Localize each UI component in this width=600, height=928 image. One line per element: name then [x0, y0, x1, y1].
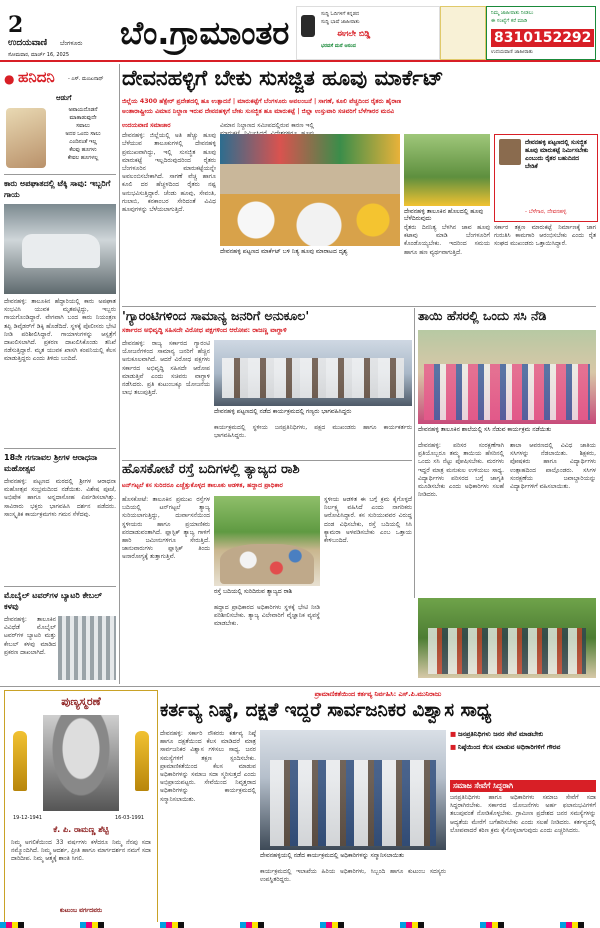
divider: [4, 448, 116, 449]
lamp-icon-right: [135, 731, 149, 791]
market-awning: [220, 134, 400, 164]
guarantee-body-1: ದೇವನಹಳ್ಳಿ: ರಾಜ್ಯ ಸರ್ಕಾರದ ಗ್ಯಾರಂಟಿ ಯೋಜನೆಗಳಿಂದ ಸಾಮಾನ್ಯ ಜನರಿಗೆ ಹೆಚ್ಚಿನ ಅನುಕೂಲವಾಗಿದೆ. ಆದರೆ ವಿರೋಧ ಪಕ್ಷಗಳು ಸರ್ಕಾರದ ಅಭಿವೃದ್ಧಿ ಸಹಿಸದೇ ಆರೋಪ ಮಾಡುತ್ತಿವೆ ಎಂದು ಸಚಿವರು ವಾಗ್ದಾಳಿ ನಡೆಸಿದರು. ಪ್ರತಿ ಕುಟುಂಬಕ್ಕೂ ಯೋಜನೆಯ ಲಾಭ ತಲುಪುತ್ತಿದೆ.: [122, 340, 210, 397]
mother-story-lower: [418, 598, 596, 684]
tree-planting-photo: [418, 598, 596, 678]
mother-body-1: ದೇವನಹಳ್ಳಿ: ಪರಿಸರ ಸಂರಕ್ಷಣೆಗಾಗಿ ಪ್ರತಿಯೊಬ್ಬರೂ ತಮ್ಮ ತಾಯಿಯ ಹೆಸರಿನಲ್ಲಿ ಒಂದು ಸಸಿ ನೆಟ್ಟು ಪೋಷಿಸಬೇಕು. ಮರಗಳು ಇದ್ದರೆ ಮಾತ್ರ ಮನುಕುಲ ಉಳಿಯಲು ಸಾಧ್ಯ. ವಿದ್ಯಾರ್ಥಿಗಳು ಪರಿಸರದ ಬಗ್ಗೆ ಜಾಗೃತಿ ಮೂಡಿಸಬೇಕು ಎಂದು ಅಧಿಕಾರಿಗಳು ಸಲಹೆ ನೀಡಿದರು.: [418, 442, 504, 499]
car-shape: [22, 234, 100, 268]
side-body: ಜನಪ್ರತಿನಿಧಿಗಳು ಹಾಗೂ ಅಧಿಕಾರಿಗಳು ಸಮಾಜ ಸೇವೆಗೆ ಸದಾ ಸಿದ್ಧರಾಗಿರಬೇಕು. ಸರ್ಕಾರದ ಯೋಜನೆಗಳು ಅರ್ಹ ಫಲಾನುಭವಿಗಳಿಗೆ ತಲುಪುವಂತೆ ನೋಡಿಕೊಳ್ಳಬೇಕು. ಗ್ರಾಮೀಣ ಪ್ರದೇಶದ ಜನರ ಸಮಸ್ಯೆಗಳನ್ನು ಆದ್ಯತೆಯ ಮೇರೆಗೆ ಬಗೆಹರಿಸಬೇಕು ಎಂದು ಸಲಹೆ ನೀಡಿದರು. ಕರ್ತವ್ಯದಲ್ಲಿ ಲೋಪವಾದರೆ ಕಠಿಣ ಕ್ರಮ ಕೈಗೊಳ್ಳಲಾಗುವುದು ಎಂದು ಎಚ್ಚರಿಸಿದರು.: [450, 794, 596, 834]
side-points: [450, 730, 596, 756]
farmer-avatar: [499, 139, 521, 165]
waste-subhead: ಟನ್‌ಗಟ್ಟಲೆ ಕಸ ಸುರಿದರೂ ಎಚ್ಚೆತ್ತುಕೊಳ್ಳದ ತಾಲೂಕು ಆಡಳಿತ, ಹದ್ದಾದ ಪ್ರಾಧಿಕಾರ: [122, 482, 283, 489]
car-accident-photo: [4, 204, 116, 294]
obituary-name: ಕೆ. ಪಿ. ರಾಮಣ್ಣ ಶೆಟ್ಟಿ: [53, 825, 109, 834]
guarantee-subhead: ಸರ್ಕಾರದ ಅಭಿವೃದ್ಧಿ ಸಹಿಸದೇ ವಿರೋಧ ಪಕ್ಷಗಳಿಂದ ಆರೋಪ: ರಾಜಣ್ಣ ವಾಗ್ದಾಳಿ: [122, 326, 287, 334]
ad-right-text-2: ಈ ಸಂಖ್ಯೆಗೆ ಕರೆ ಮಾಡಿ: [491, 18, 528, 24]
ad-right-text-1: ನಿಮ್ಮ ಜಾಹೀರಾತು ನೀಡಲು: [491, 10, 534, 16]
field-photo-caption: ದೇವನಹಳ್ಳಿ ತಾಲೂಕಿನ ಹೊಲದಲ್ಲಿ ಹೂವು ಬೆಳೆದಿರುವುದು: [404, 208, 484, 222]
lead-quote-box: [494, 134, 598, 222]
lead-story: [122, 64, 596, 304]
ad-mid-text-4: ಭರವಸೆ ಮನೆ ಆನಂದ: [321, 43, 356, 49]
lead-byline: ಉದಯವಾಣಿ ಸಮಾಚಾರ: [122, 122, 171, 129]
brand-block: [4, 68, 114, 90]
masthead-rule: [0, 60, 600, 62]
bottom-photo-caption: ದೇವನಹಳ್ಳಿಯಲ್ಲಿ ನಡೆದ ಕಾರ್ಯಕ್ರಮದಲ್ಲಿ ಅಧಿಕಾರಿಗಳನ್ನು ಸನ್ಮಾನಿಸಲಾಯಿತು: [260, 852, 405, 859]
divider: [4, 174, 116, 175]
lead-subhead-2: ಅಂತಾರಾಷ್ಟ್ರೀಯ ವಿಮಾನ ನಿಲ್ದಾಣ ಇರುವ ದೇವನಹಳ್ಳಿಗೆ ಬೇಕು ಸುಸಜ್ಜಿತ ಹೂ ಮಾರುಕಟ್ಟೆ | ಜಿಲ್ಲಾ ಉಸ್ತುವಾರಿ ಸಚಿವರಿಗೆ ಬೆಳೆಗಾರರ ಮನವಿ: [122, 108, 395, 115]
battery-photo: [58, 616, 116, 680]
lead-body-col2: ವಿಮಾನ ನಿಲ್ದಾಣದ ಸಮೀಪದಲ್ಲಿರುವ ಕಾರಣ ಇಲ್ಲಿ: [220, 122, 314, 129]
story2-body: ದೇವನಹಳ್ಳಿ: ಪಟ್ಟಣದ ಮಠದಲ್ಲಿ ಶ್ರೀಗಳ ಆರಾಧನಾ ಮಹೋತ್ಸವ ಸಂಭ್ರಮದಿಂದ ನಡೆಯಿತು. ವಿಶೇಷ ಪೂಜೆ, ಅಭಿಷೇಕ ಹಾಗೂ ಅನ್ನದಾಸೋಹ ಏರ್ಪಡಿಸಲಾಗಿತ್ತು. ಸಾವಿರಾರು ಭಕ್ತರು ಭಾಗವಹಿಸಿ ದರ್ಶನ ಪಡೆದರು. ಸಾಂಸ್ಕೃತಿಕ ಕಾರ್ಯಕ್ರಮಗಳು ಗಮನ ಸೆಳೆದವು.: [4, 478, 116, 518]
registration-marks: [0, 922, 600, 928]
guarantee-headline: 'ಗ್ಯಾರಂಟಿಗಳಿಂದ ಸಾಮಾನ್ಯ ಜನರಿಗೆ ಅನುಕೂಲ': [122, 308, 310, 323]
heart-icon: ●: [4, 72, 15, 86]
ad-mid-text-2: ಸುದ್ದಿ ಭಾಷೆ ಜಾಹೀರಾತು: [321, 19, 360, 25]
poem-line: ಎಂದಿನಂತೆ ಇಲ್ಲ: [69, 139, 97, 145]
waste-photo-caption: ರಸ್ತೆ ಬದಿಯಲ್ಲಿ ಸುರಿದಿರುವ ತ್ಯಾಜ್ಯದ ರಾಶಿ: [214, 588, 293, 595]
poem-illustration: [6, 108, 46, 168]
waste-pile-photo: [214, 496, 320, 586]
obituary-box: [4, 690, 158, 924]
people-row: [222, 358, 404, 398]
ad-mid-text-1: ಸುದ್ದಿ ಓದಿಗಳಿಗೆ ಕನ್ನಡದ: [321, 11, 360, 17]
people-group: [428, 628, 586, 674]
side-point: ■ ನಿಷ್ಠೆಯಿಂದ ಕೆಲಸ ಮಾಡುವ ಅಧಿಕಾರಿಗಳಿಗೆ ಗೌರವ: [450, 743, 561, 751]
ad-phone-number: 8310152292: [491, 29, 594, 47]
lead-quote: ದೇವನಹಳ್ಳಿ ಪಟ್ಟಣದಲ್ಲಿ ಸುಸಜ್ಜಿತ ಹೂವು ಮಾರುಕಟ್ಟೆ ನಿರ್ಮಿಸಬೇಕು ಎಂಬುದು ರೈತರ ಬಹುದಿನದ ಬೇಡಿಕೆ: [525, 139, 589, 170]
poem-line: ಸವಾಲು: [76, 123, 90, 129]
guarantee-story: [122, 308, 412, 458]
column-divider: [414, 308, 415, 598]
story3-headline: ಮೊಬೈಲ್ ಟವರ್‌ಗಳ ಬ್ಯಾಟರಿ ಕೇಬಲ್ ಕಳವು: [4, 591, 102, 611]
story3-body: ದೇವನಹಳ್ಳಿ: ತಾಲೂಕಿನ ವಿವಿಧೆಡೆ ಮೊಬೈಲ್ ಟವರ್‌ಗಳ ಬ್ಯಾಟರಿ ಮತ್ತು ಕೇಬಲ್ ಕಳವು ಮಾಡಿದ ಪ್ರಕರಣ ದಾಖಲಾಗಿದೆ.: [4, 616, 56, 656]
obituary-date-left: 19-12-1941: [13, 815, 43, 821]
masthead: [0, 0, 600, 62]
column-divider: [119, 64, 120, 684]
ad-right: [486, 6, 596, 60]
mother-photo-caption: ದೇವನಹಳ್ಳಿ ತಾಲೂಕಿನ ಶಾಲೆಯಲ್ಲಿ ಸಸಿ ನೆಡುವ ಕಾರ್ಯಕ್ರಮ ನಡೆಯಿತು: [418, 426, 552, 433]
mother-story: [418, 308, 596, 598]
mother-body-2: ಶಾಲಾ ಆವರಣದಲ್ಲಿ ವಿವಿಧ ಜಾತಿಯ ಸಸಿಗಳನ್ನು ನೆಡಲಾಯಿತು. ಶಿಕ್ಷಕರು, ಪೋಷಕರು ಹಾಗೂ ವಿದ್ಯಾರ್ಥಿಗಳು ಉತ್ಸಾಹದಿಂದ ಪಾಲ್ಗೊಂಡರು. ಸಸಿಗಳ ಸಂರಕ್ಷಣೆಯ ಜವಾಬ್ದಾರಿಯನ್ನು ವಿದ್ಯಾರ್ಥಿಗಳಿಗೆ ವಹಿಸಲಾಯಿತು.: [510, 442, 596, 491]
bottom-kicker: ಪ್ರಾಮಾಣಿಕತೆಯಿಂದ ಕರ್ತವ್ಯ ನಿರ್ವಹಿಸಿ: ಎಸ್.ಪಿ.ಮುನಿರಾಜು: [314, 690, 442, 698]
obituary-body: ನಿಮ್ಮ ಅಗಲಿಕೆಯಿಂದ 33 ವರ್ಷಗಳು ಕಳೆದರೂ ನಿಮ್ಮ ನೆನಪು ಸದಾ ನಮ್ಮೊಂದಿಗಿದೆ. ನಿಮ್ಮ ಆದರ್ಶ, ಪ್ರೀತಿ ಹಾಗೂ ಮಾರ್ಗದರ್ಶನ ನಮಗೆ ಸದಾ ದಾರಿದೀಪ. ನಿಮ್ಮ ಆತ್ಮಕ್ಕೆ ಶಾಂತಿ ಸಿಗಲಿ.: [11, 839, 151, 863]
lead-subhead-1: ಜಿಲ್ಲೆಯ 4300 ಹೆಕ್ಟೇರ್ ಪ್ರದೇಶದಲ್ಲಿ ಹೂ ಉತ್ಪಾದನೆ | ಮಾರುಕಟ್ಟೆಗೆ ಬೆಂಗಳೂರು ಅವಲಂಬನೆ | ಸಾಗಣೆ, ಕೂಲಿ ವೆಚ್ಚದಿಂದ ರೈತರು ಹೈರಾಣ: [122, 98, 402, 105]
mother-headline: ತಾಯಿ ಹೆಸರಲ್ಲಿ ಒಂದು ಸಸಿ ನೆಡಿ: [418, 308, 547, 323]
guarantee-event-photo: [214, 340, 412, 406]
waste-headline: ಹೊಸಕೋಟೆ ರಸ್ತೆ ಬದಿಗಳಲ್ಲಿ ತ್ಯಾಜ್ಯದ ರಾಶಿ: [122, 462, 300, 477]
section-title: ಬೆಂ.ಗ್ರಾಮಾಂತರ: [120, 14, 290, 52]
people-row: [270, 760, 436, 846]
guarantee-body-2: ಕಾರ್ಯಕ್ರಮದಲ್ಲಿ ಸ್ಥಳೀಯ ಜನಪ್ರತಿನಿಧಿಗಳು, ಪಕ್ಷದ ಮುಖಂಡರು ಹಾಗೂ ಕಾರ್ಯಕರ್ತರು ಭಾಗವಹಿಸಿದ್ದರು.: [214, 424, 412, 440]
divider: [122, 306, 596, 307]
poem-lines: [50, 106, 116, 162]
waste-body-1: ಹೊಸಕೋಟೆ: ತಾಲೂಕಿನ ಪ್ರಮುಖ ರಸ್ತೆಗಳ ಬದಿಯಲ್ಲಿ ಟನ್‌ಗಟ್ಟಲೆ ತ್ಯಾಜ್ಯ ಸುರಿಯಲಾಗುತ್ತಿದ್ದು, ದುರ್ವಾಸನೆಯಿಂದ ಸ್ಥಳೀಯರು ಹಾಗೂ ಪ್ರಯಾಣಿಕರು ಪರದಾಡುವಂತಾಗಿದೆ. ಪ್ಲಾಸ್ಟಿಕ್ ತ್ಯಾಜ್ಯ ಗಾಳಿಗೆ ಹಾರಿ ಜಮೀನುಗಳಿಗೂ ಸೇರುತ್ತಿದೆ. ಜಾನುವಾರುಗಳು ಪ್ಲಾಸ್ಟಿಕ್ ತಿಂದು ಅನಾರೋಗ್ಯಕ್ಕೆ ತುತ್ತಾಗುತ್ತಿವೆ.: [122, 496, 210, 561]
story2-headline: 18ನೇ ಗಗನಾವಲ ಶ್ರೀಗಳ ಆರಾಧನಾ ಮಹೋತ್ಸವ: [4, 453, 98, 473]
obituary-footer: ಕುಟುಂಬ ವರ್ಗದವರು: [59, 907, 103, 914]
bullet-icon: ■: [450, 730, 457, 738]
poem-line: ಅಪಾಯದೊಡನೆ: [68, 107, 98, 113]
left-column: [0, 64, 118, 684]
poem-line: ಅದರ ಒಂದು ಸಾಲು: [65, 131, 101, 137]
obituary-date-right: 16-03-1991: [115, 815, 145, 821]
lead-body-col3: ರೈತರು ದಿನನಿತ್ಯ ಬೆಳಗಿನ ಜಾವ ಹೂವು ಕಟಾವು ಮಾಡಿ ಬೆಂಗಳೂರಿಗೆ ಕೊಂಡೊಯ್ಯಬೇಕು. ಇದರಿಂದ ಸಮಯ ಹಾಗೂ ಹಣ ವ್ಯರ್ಥವಾಗುತ್ತಿದೆ.: [404, 224, 490, 256]
flower-pile: [220, 194, 400, 246]
ad-small-box: [440, 6, 486, 60]
flower-market-photo: [220, 134, 400, 246]
poem-line: ಕೇವಲ ಹೂಗಳಲ್ಲ: [67, 155, 99, 161]
edition-name: ಬೆಂಗಳೂರು: [60, 40, 83, 47]
trash-heap: [220, 544, 314, 584]
poem-line: ಮಾತಾಡುವುದೇ: [69, 115, 97, 121]
flower-field-photo: [404, 134, 490, 206]
felicitation-photo: [260, 730, 446, 850]
story1-body: ದೇವನಹಳ್ಳಿ: ತಾಲೂಕಿನ ಹೆದ್ದಾರಿಯಲ್ಲಿ ಕಾರು ಅಪಘಾತ ಸಂಭವಿಸಿ ಯುವಕ ಮೃತಪಟ್ಟಿದ್ದು, ಇಬ್ಬರು ಗಾಯಗೊಂಡಿದ್ದಾರೆ. ವೇಗವಾಗಿ ಬಂದ ಕಾರು ನಿಯಂತ್ರಣ ತಪ್ಪಿ ಡಿವೈಡರ್‌ಗೆ ಡಿಕ್ಕಿ ಹೊಡೆದಿದೆ. ಸ್ಥಳಕ್ಕೆ ಪೊಲೀಸರು ಭೇಟಿ ನೀಡಿ ಪರಿಶೀಲಿಸಿದ್ದಾರೆ. ಗಾಯಾಳುಗಳನ್ನು ಆಸ್ಪತ್ರೆಗೆ ದಾಖಲಿಸಲಾಗಿದೆ. ಪ್ರಕರಣ ದಾಖಲಿಸಿಕೊಂಡು ತನಿಖೆ ನಡೆಸುತ್ತಿದ್ದಾರೆ. ಮೃತ ಯುವಕ ಖಾಸಗಿ ಕಂಪನಿಯಲ್ಲಿ ಕೆಲಸ ಮಾಡುತ್ತಿದ್ದರು ಎಂದು ತಿಳಿದು ಬಂದಿದೆ.: [4, 298, 116, 363]
divider: [0, 686, 600, 687]
brand-title: ಹನಿದನಿ: [18, 68, 55, 86]
obituary-title: ಪುಣ್ಯಸ್ಮರಣೆ: [61, 695, 101, 708]
side-title: ಸಮಾಜ ಸೇವೆಗೆ ಸಿದ್ಧರಾಗಿ: [450, 780, 596, 792]
brand-byline: - ಎಸ್. ಮಂಜುನಾಥ್: [68, 76, 104, 82]
students-photo: [418, 330, 596, 424]
ad-middle: [296, 6, 440, 60]
bottom-headline: ಕರ್ತವ್ಯ ನಿಷ್ಠೆ, ದಕ್ಷತೆ ಇದ್ದರೆ ಸಾರ್ವಜನಿಕರ ವಿಶ್ವಾಸ ಸಾಧ್ಯ: [160, 700, 492, 721]
ad-mid-text-3: ಈಗಲೇ ಬಿಡ್ಡಿ: [337, 29, 371, 38]
story1-headline: ಕಾರು ಅಪಘಾತದಲ್ಲಿ ಟೆಕ್ಕಿ ಸಾವು: ಇಬ್ಬರಿಗೆ ಗಾಯ: [4, 179, 111, 199]
waste-body-3: ಹದ್ದಾದ ಪ್ರಾಧಿಕಾರದ ಅಧಿಕಾರಿಗಳು ಸ್ಥಳಕ್ಕೆ ಭೇಟಿ ನೀಡಿ ಪರಿಶೀಲಿಸಬೇಕು. ತ್ಯಾಜ್ಯ ವಿಲೇವಾರಿಗೆ ವೈಜ್ಞಾನಿಕ ವ್ಯವಸ್ಥೆ ಮಾಡಬೇಕು.: [214, 604, 320, 628]
bottom-body-2: ಕಾರ್ಯಕ್ರಮದಲ್ಲಿ ಇಲಾಖೆಯ ಹಿರಿಯ ಅಧಿಕಾರಿಗಳು, ಸಿಬ್ಬಂದಿ ಹಾಗೂ ಕುಟುಂಬ ಸದಸ್ಯರು ಉಪಸ್ಥಿತರಿದ್ದರು.: [260, 868, 446, 884]
lead-photo-caption: ದೇವನಹಳ್ಳಿ ಪಟ್ಟಣದ ಮಾರ್ಕೆಟ್ ಬಳಿ ನಿತ್ಯ ಹೂವು ಮಾರಾಟದ ದೃಶ್ಯ: [220, 248, 348, 255]
poem-title: ಆಡುಗೆ: [56, 94, 72, 102]
students-group: [424, 364, 590, 420]
bottom-side-box: [450, 730, 596, 920]
phone-icon: [301, 15, 315, 37]
page-number: 2: [8, 12, 24, 38]
lead-quote-author: - ಬೆಳೆಗಾರ, ದೇವನಹಳ್ಳಿ: [525, 209, 567, 215]
divider: [4, 586, 116, 587]
date-line: ಸೋಮವಾರ, ಮಾರ್ಚ್ 16, 2025: [8, 52, 70, 58]
bottom-story: [160, 690, 596, 922]
portrait-photo: [43, 715, 119, 811]
poem-box: [4, 94, 116, 170]
bottom-body-1: ದೇವನಹಳ್ಳಿ: ಸರ್ಕಾರಿ ನೌಕರರು ಕರ್ತವ್ಯ ನಿಷ್ಠೆ ಹಾಗೂ ದಕ್ಷತೆಯಿಂದ ಕೆಲಸ ಮಾಡಿದರೆ ಮಾತ್ರ ಸಾರ್ವಜನಿಕರ ವಿಶ್ವಾಸ ಗಳಿಸಲು ಸಾಧ್ಯ. ಜನರ ಸಮಸ್ಯೆಗಳಿಗೆ ತಕ್ಷಣ ಸ್ಪಂದಿಸಬೇಕು. ಪ್ರಾಮಾಣಿಕತೆಯಿಂದ ಕೆಲಸ ಮಾಡುವ ಅಧಿಕಾರಿಗಳನ್ನು ಸಮಾಜ ಸದಾ ಸ್ಮರಿಸುತ್ತದೆ ಎಂದು ಅಭಿಪ್ರಾಯಪಟ್ಟರು. ಸೇವೆಯಿಂದ ನಿವೃತ್ತರಾದ ಅಧಿಕಾರಿಗಳನ್ನು ಕಾರ್ಯಕ್ರಮದಲ್ಲಿ ಸನ್ಮಾನಿಸಲಾಯಿತು.: [160, 730, 256, 803]
divider: [122, 460, 412, 461]
ad-right-text-3: ಉದಯವಾಣಿ ಜಾಹೀರಾತು: [491, 49, 533, 55]
lead-body-col1: ಉದಯವಾಣಿ ಸಮಾಚಾರ ದೇವನಹಳ್ಳಿ: ಜಿಲ್ಲೆಯಲ್ಲಿ ಅತಿ ಹೆಚ್ಚು ಹೂವು ಬೆಳೆಯುವ ತಾಲೂಕುಗಳಲ್ಲಿ ದೇವನಹಳ್ಳಿ ಪ್ರಮುಖವಾಗಿದ್ದು, ಇಲ್ಲಿ ಸುಸಜ್ಜಿತ ಹೂವು ಮಾರುಕಟ್ಟೆ ಇಲ್ಲದಿರುವುದರಿಂದ ರೈತರು ಬೆಂಗಳೂರಿನ ಮಾರುಕಟ್ಟೆಯನ್ನೇ ಅವಲಂಬಿಸಬೇಕಾಗಿದೆ. ಸಾಗಣೆ ವೆಚ್ಚ ಹಾಗೂ ಕೂಲಿ ದರ ಹೆಚ್ಚಳದಿಂದ ರೈತರು ನಷ್ಟ ಅನುಭವಿಸುತ್ತಿದ್ದಾರೆ. ಚೆಂಡು ಹೂವು, ಸೇವಂತಿ, ಗುಲಾಬಿ, ಕನಕಾಂಬರ ಸೇರಿದಂತೆ ವಿವಿಧ ಹೂವುಗಳನ್ನು ಬೆಳೆಯಲಾಗುತ್ತಿದೆ.: [122, 122, 216, 214]
paper-name: ಉದಯವಾಣಿ: [8, 38, 48, 48]
waste-body-2: ಸ್ಥಳೀಯ ಆಡಳಿತ ಈ ಬಗ್ಗೆ ಕ್ರಮ ಕೈಗೊಳ್ಳದೆ ನಿರ್ಲಕ್ಷ್ಯ ವಹಿಸಿದೆ ಎಂದು ನಾಗರಿಕರು ಆರೋಪಿಸಿದ್ದಾರೆ. ಕಸ ಸುರಿಯುವವರ ವಿರುದ್ಧ ದಂಡ ವಿಧಿಸಬೇಕು, ರಸ್ತೆ ಬದಿಯಲ್ಲಿ ಸಿಸಿ ಕ್ಯಾಮರಾ ಅಳವಡಿಸಬೇಕು ಎಂಬ ಒತ್ತಾಯ ಕೇಳಿಬಂದಿದೆ.: [324, 496, 412, 545]
side-point: ■ ಜನಪ್ರತಿನಿಧಿಗಳು ಜನರ ಸೇವೆ ಮಾಡಬೇಕು: [450, 730, 544, 738]
lamp-icon-left: [13, 731, 27, 791]
lead-headline: ದೇವನಹಳ್ಳಿಗೆ ಬೇಕು ಸುಸಜ್ಜಿತ ಹೂವು ಮಾರ್ಕೆಟ್: [122, 66, 444, 90]
bullet-icon: ■: [450, 743, 457, 751]
guarantee-photo-caption: ದೇವನಹಳ್ಳಿ ಪಟ್ಟಣದಲ್ಲಿ ನಡೆದ ಕಾರ್ಯಕ್ರಮದಲ್ಲಿ ಗಣ್ಯರು ಭಾಗವಹಿಸಿದ್ದರು: [214, 408, 352, 415]
waste-story: [122, 462, 412, 684]
lead-body-col4: ಸರ್ಕಾರ ತಕ್ಷಣ ಮಾರುಕಟ್ಟೆ ನಿರ್ಮಾಣಕ್ಕೆ ಜಾಗ ಗುರುತಿಸಿ ಕಾಮಗಾರಿ ಆರಂಭಿಸಬೇಕು ಎಂದು ರೈತ ಸಂಘದ ಮುಖಂಡರು ಒತ್ತಾಯಿಸಿದ್ದಾರೆ.: [494, 224, 596, 248]
poem-line: ಕೆಲವು ಹೂಗಳು: [69, 147, 97, 153]
